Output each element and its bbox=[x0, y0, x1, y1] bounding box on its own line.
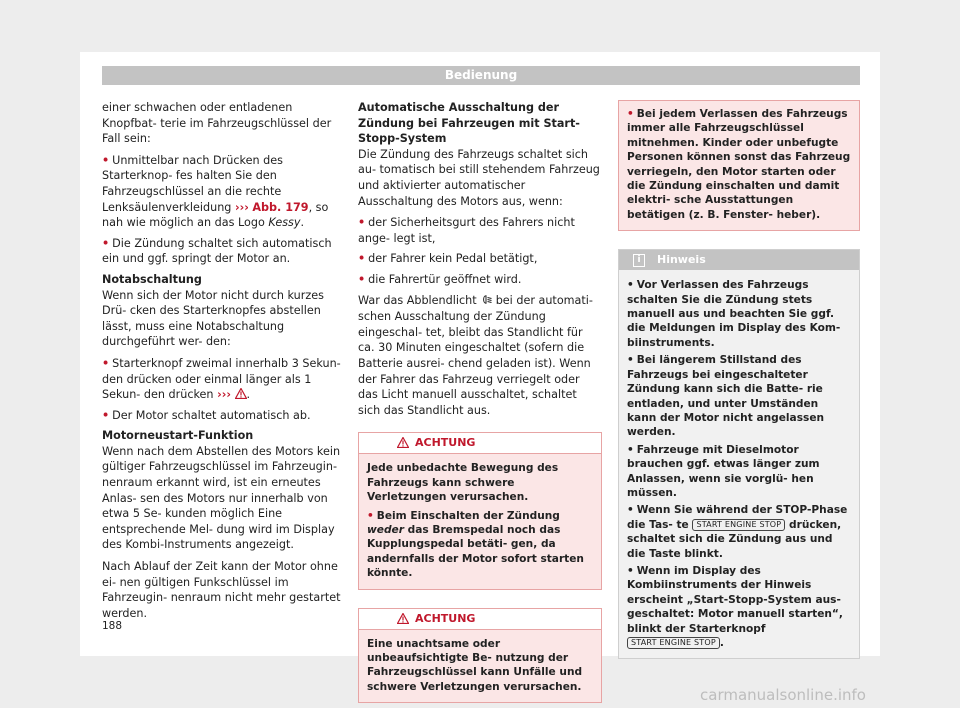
bullet-item: • Wenn im Display des Kombiinstruments der Hinweis erscheint „Start-Stopp-System aus- geschaltet: Motor manuell starten“, blinkt der Starterknopf START ENGINE STOP . bbox=[627, 564, 843, 649]
warning-box-body: Eine unachtsame oder unbeaufsichtigte Be- nutzung der Fahrzeugschlüssel kann Unfälle und schwere Verletzungen verursachen. bbox=[359, 630, 601, 703]
warning-triangle-icon bbox=[397, 437, 409, 448]
neustart-text-1: Wenn nach dem Abstellen des Motors kein gültiger Fahrzeugschlüssel im Fahrzeugin- nenraum erkannt wird, ist ein erneutes Anlas- sen des Motors nur innerhalb von etwa 5 Se- kunden möglich Eine entsprechende Mel- dung wird im Display des Kombi-Instruments angezeigt. bbox=[102, 444, 341, 552]
bullet-dot-icon: • bbox=[102, 408, 110, 422]
reference-arrow-icon: ››› bbox=[217, 388, 231, 402]
start-engine-stop-key: START ENGINE STOP bbox=[692, 519, 785, 531]
bullet-item: • der Fahrer kein Pedal betätigt, bbox=[358, 252, 538, 266]
warning-box-body bbox=[619, 101, 859, 230]
notab-text: Wenn sich der Motor nicht durch kurzes Drü- cken des Starterknopfes abstellen lässt, muss eine Notabschaltung durchgeführt wer- den: bbox=[102, 288, 324, 349]
bullet-item: • Vor Verlassen des Fahrzeugs schalten Sie die Zündung stets manuell aus und beachten Sie ggf. die Meldungen im Display des Kom- biinstruments. bbox=[627, 279, 841, 349]
neustart-text-2: Nach Ablauf der Zeit kann der Motor ohne ei- nen gültigen Funkschlüssel im Fahrzeugin- nenraum nicht mehr gestartet werden. bbox=[102, 560, 341, 620]
bullet-dot-icon: • bbox=[102, 356, 110, 370]
bullet-dot-icon: • bbox=[627, 504, 634, 517]
intro-text: einer schwachen oder entladenen Knopfbat- terie im Fahrzeugschlüssel der Fall sein: bbox=[102, 101, 332, 146]
warning-box-2 bbox=[358, 608, 602, 704]
heading-notabschaltung: Notabschaltung bbox=[102, 272, 202, 286]
warning-box-title: ACHTUNG bbox=[359, 433, 601, 454]
bullet-item: • Wenn Sie während der STOP-Phase die Tas- te START ENGINE STOP drücken, schaltet sich die Zündung aus und die Taste blinkt. bbox=[627, 504, 848, 560]
bullet-item: • Die Zündung schaltet sich automatisch ein und ggf. springt der Motor an. bbox=[102, 236, 332, 266]
warning-box-1 bbox=[358, 432, 602, 589]
bullet-dot-icon: • bbox=[627, 443, 634, 456]
bullet-item: • Fahrzeuge mit Dieselmotor brauchen ggf. etwas länger zum Anlassen, wenn sie vorglü- hen müssen. bbox=[627, 443, 820, 499]
reference-arrow-icon: ››› bbox=[234, 200, 249, 214]
warning-box-continued bbox=[618, 100, 860, 231]
bullet-dot-icon: • bbox=[358, 216, 366, 230]
bullet-dot-icon: • bbox=[367, 509, 374, 522]
heading-motorneustart: Motorneustart-Funktion bbox=[102, 429, 254, 443]
bullet-item: • Der Motor schaltet automatisch ab. bbox=[102, 408, 311, 422]
bullet-dot-icon: • bbox=[358, 252, 366, 266]
column-left bbox=[102, 100, 342, 627]
warning-triangle-icon[interactable] bbox=[235, 388, 247, 399]
low-beam-lamp-icon bbox=[480, 294, 492, 310]
light-text: War das Abblendlicht bei der automati- schen Ausschaltung der Zündung eingeschal- tet, bleibt das Standlicht für ca. 30 Minuten eingeschaltet (sofern die Batterie ausrei- chend geladen ist). Wenn der Fahrer das Fahrzeug verriegelt oder das Licht manuell ausschaltet, schaltet sich das Standlicht aus. bbox=[358, 293, 593, 417]
bullet-item: • Beim Einschalten der Zündung weder das Bremspedal noch das Kupplungspedal betäti- gen, da andernfalls der Motor sofort starten könnte. bbox=[367, 509, 584, 580]
bullet-dot-icon: • bbox=[627, 279, 634, 292]
section-header: Bedienung bbox=[102, 66, 860, 85]
bullet-item: • Starterknopf zweimal innerhalb 3 Sekun- den drücken oder einmal länger als 1 Sekun- den drücken ››› . bbox=[102, 356, 341, 402]
info-box-body bbox=[619, 270, 859, 658]
bullet-dot-icon: • bbox=[358, 272, 366, 286]
warning-box-body: Jede unbedachte Bewegung des Fahrzeugs kann schwere Verletzungen verursachen. • Beim Einschalten der Zündung weder das Bremspedal noch das Kupplungspedal betäti- gen, da andernfalls der Motor sofort starten könnte. bbox=[359, 454, 601, 588]
auto-text: Die Zündung des Fahrzeugs schaltet sich au- tomatisch bei still stehendem Fahrzeug und aktivierter automatischer Ausschaltung des Motors aus, wenn: bbox=[358, 147, 600, 208]
manual-page bbox=[80, 52, 880, 693]
bullet-item: • Unmittelbar nach Drücken des Starterknop- fes halten Sie den Fahrzeugschlüssel an die rechte Lenksäulenverkleidung ››› Abb. 179, so nah wie möglich an das Logo Kessy. bbox=[102, 153, 329, 230]
warning-box-title: ACHTUNG bbox=[359, 609, 601, 630]
figure-reference-link[interactable]: Abb. 179 bbox=[252, 200, 309, 214]
info-box-title: i Hinweis bbox=[619, 250, 859, 270]
start-engine-stop-key: START ENGINE STOP bbox=[627, 637, 720, 649]
kessy-logo-text: Kessy bbox=[268, 216, 301, 230]
column-right bbox=[618, 100, 860, 659]
info-icon: i bbox=[633, 254, 645, 267]
bullet-item: • die Fahrertür geöffnet wird. bbox=[358, 272, 522, 286]
bullet-item: • Bei jedem Verlassen des Fahrzeugs immer alle Fahrzeugschlüssel mitnehmen. Kinder oder unbefugte Personen können sonst das Fahrzeug verriegeln, den Motor starten oder die Zündung einschalten und damit elektri- sche Ausstattungen betätigen (z. B. Fenster- heber). bbox=[627, 108, 851, 221]
bullet-item: • der Sicherheitsgurt des Fahrers nicht ange- legt ist, bbox=[358, 216, 575, 245]
bullet-dot-icon: • bbox=[627, 354, 634, 367]
info-box bbox=[618, 249, 860, 659]
warning-triangle-icon bbox=[397, 613, 409, 624]
bullet-dot-icon: • bbox=[102, 153, 110, 167]
page-number: 188 bbox=[102, 620, 123, 632]
bullet-dot-icon: • bbox=[627, 108, 634, 120]
column-middle bbox=[358, 100, 602, 703]
bullet-item: • Bei längerem Stillstand des Fahrzeugs bei eingeschalteter Zündung kann sich die Batte- rie entladen, und unter Umständen kann der Motor nicht angelassen werden. bbox=[627, 354, 825, 439]
heading-automatische-ausschaltung: Automatische Ausschaltung der Zündung bei Fahrzeugen mit Start-Stopp-System bbox=[358, 101, 580, 146]
bullet-dot-icon: • bbox=[102, 236, 110, 250]
bullet-dot-icon: • bbox=[627, 564, 634, 577]
watermark-text: carmanualsonline.info bbox=[700, 686, 866, 704]
